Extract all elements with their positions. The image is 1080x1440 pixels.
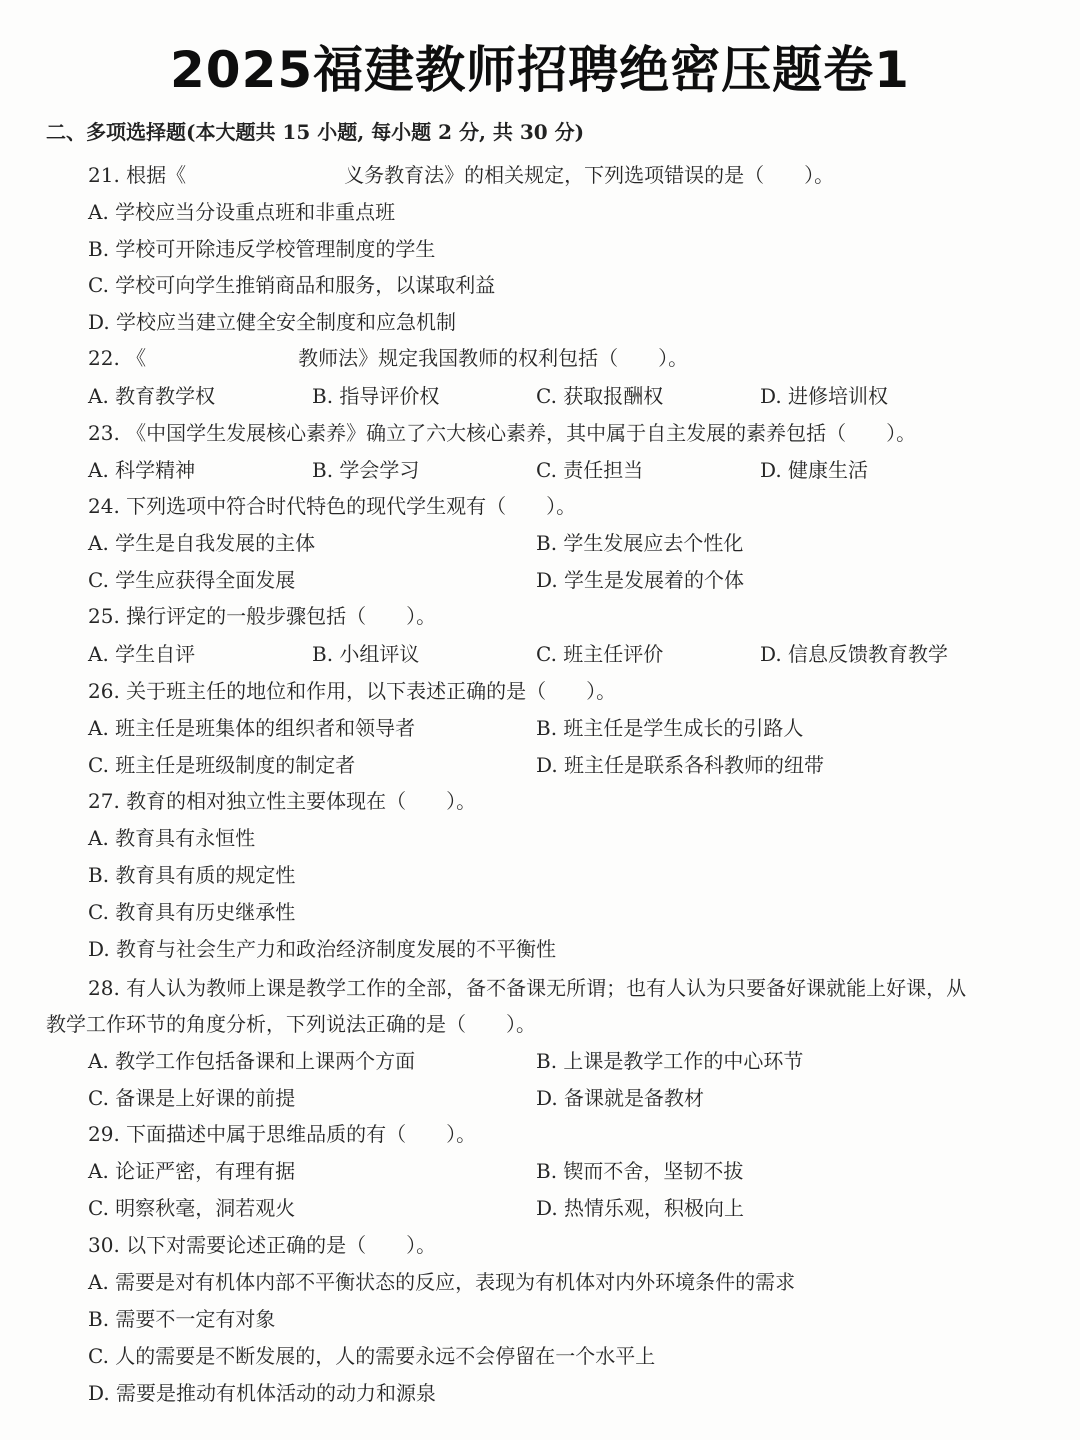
question-30-option-b: B. 需要不一定有对象 — [88, 1307, 276, 1331]
question-25-option-a: A. 学生自评 — [88, 642, 196, 666]
question-23-option-a: A. 科学精神 — [88, 458, 196, 482]
question-26-option-d: D. 班主任是联系各科教师的纽带 — [536, 753, 825, 777]
question-24-stem: 24. 下列选项中符合时代特色的现代学生观有（ ）。 — [88, 494, 577, 518]
question-24-option-c: C. 学生应获得全面发展 — [88, 568, 296, 592]
question-21-option-a: A. 学校应当分设重点班和非重点班 — [88, 200, 396, 224]
question-26-stem: 26. 关于班主任的地位和作用，以下表述正确的是（ ）。 — [88, 679, 617, 703]
question-30-stem: 30. 以下对需要论述正确的是（ ）。 — [88, 1233, 437, 1257]
question-30-option-c: C. 人的需要是不断发展的，人的需要永远不会停留在一个水平上 — [88, 1344, 656, 1368]
question-28-option-c: C. 备课是上好课的前提 — [88, 1086, 296, 1110]
question-30-option-d: D. 需要是推动有机体活动的动力和源泉 — [88, 1381, 437, 1405]
question-21-option-d: D. 学校应当建立健全安全制度和应急机制 — [88, 310, 457, 334]
question-29-option-c: C. 明察秋毫，洞若观火 — [88, 1196, 296, 1220]
question-23-option-d: D. 健康生活 — [760, 458, 869, 482]
question-28-stem-line2: 教学工作环节的角度分析，下列说法正确的是（ ）。 — [46, 1012, 536, 1036]
question-29-stem: 29. 下面描述中属于思维品质的有（ ）。 — [88, 1122, 477, 1146]
question-28-option-a: A. 教学工作包括备课和上课两个方面 — [88, 1049, 416, 1073]
question-26-option-c: C. 班主任是班级制度的制定者 — [88, 753, 356, 777]
question-22-option-c: C. 获取报酬权 — [536, 384, 664, 408]
question-21-option-c: C. 学校可向学生推销商品和服务，以谋取利益 — [88, 273, 496, 297]
question-27-stem: 27. 教育的相对独立性主要体现在（ ）。 — [88, 789, 477, 813]
question-23-option-c: C. 责任担当 — [536, 458, 644, 482]
question-28-option-b: B. 上课是教学工作的中心环节 — [536, 1049, 804, 1073]
stem-part: 21. 根据《 — [88, 163, 187, 187]
question-24-option-b: B. 学生发展应去个性化 — [536, 531, 744, 555]
stem-part: 22. 《 — [88, 346, 147, 370]
section-heading: 二、多项选择题(本大题共 15 小题, 每小题 2 分, 共 30 分) — [46, 120, 585, 144]
question-22-option-d: D. 进修培训权 — [760, 384, 889, 408]
question-26-option-b: B. 班主任是学生成长的引路人 — [536, 716, 804, 740]
question-25-option-c: C. 班主任评价 — [536, 642, 664, 666]
question-29-option-d: D. 热情乐观，积极向上 — [536, 1196, 745, 1220]
question-27-option-a: A. 教育具有永恒性 — [88, 826, 256, 850]
question-21-stem — [88, 163, 834, 187]
question-22-option-a: A. 教育教学权 — [88, 384, 216, 408]
stem-part: 教师法》规定我国教师的权利包括（ ）。 — [298, 346, 689, 370]
question-23-stem: 23. 《中国学生发展核心素养》确立了六大核心素养，其中属于自主发展的素养包括（ ）。 — [88, 421, 917, 445]
question-25-stem: 25. 操行评定的一般步骤包括（ ）。 — [88, 604, 437, 628]
question-27-option-c: C. 教育具有历史继承性 — [88, 900, 296, 924]
question-27-option-b: B. 教育具有质的规定性 — [88, 863, 296, 887]
question-25-option-d: D. 信息反馈教育教学 — [760, 642, 949, 666]
question-22-stem — [88, 346, 688, 370]
question-24-option-a: A. 学生是自我发展的主体 — [88, 531, 316, 555]
question-29-option-b: B. 锲而不舍，坚韧不拔 — [536, 1159, 744, 1183]
question-29-option-a: A. 论证严密，有理有据 — [88, 1159, 296, 1183]
question-30-option-a: A. 需要是对有机体内部不平衡状态的反应，表现为有机体对内外环境条件的需求 — [88, 1270, 796, 1294]
page-title: 2025福建教师招聘绝密压题卷1 — [170, 41, 910, 99]
stem-part: 义务教育法》的相关规定，下列选项错误的是（ ）。 — [344, 163, 835, 187]
question-27-option-d: D. 教育与社会生产力和政治经济制度发展的不平衡性 — [88, 937, 557, 961]
question-24-option-d: D. 学生是发展着的个体 — [536, 568, 745, 592]
question-25-option-b: B. 小组评议 — [312, 642, 420, 666]
question-22-option-b: B. 指导评价权 — [312, 384, 440, 408]
question-26-option-a: A. 班主任是班集体的组织者和领导者 — [88, 716, 416, 740]
question-28-option-d: D. 备课就是备教材 — [536, 1086, 705, 1110]
question-21-option-b: B. 学校可开除违反学校管理制度的学生 — [88, 237, 436, 261]
question-23-option-b: B. 学会学习 — [312, 458, 420, 482]
question-28-stem-line1: 28. 有人认为教师上课是教学工作的全部，备不备课无所谓；也有人认为只要备好课就能上好课，从 — [88, 976, 967, 1000]
